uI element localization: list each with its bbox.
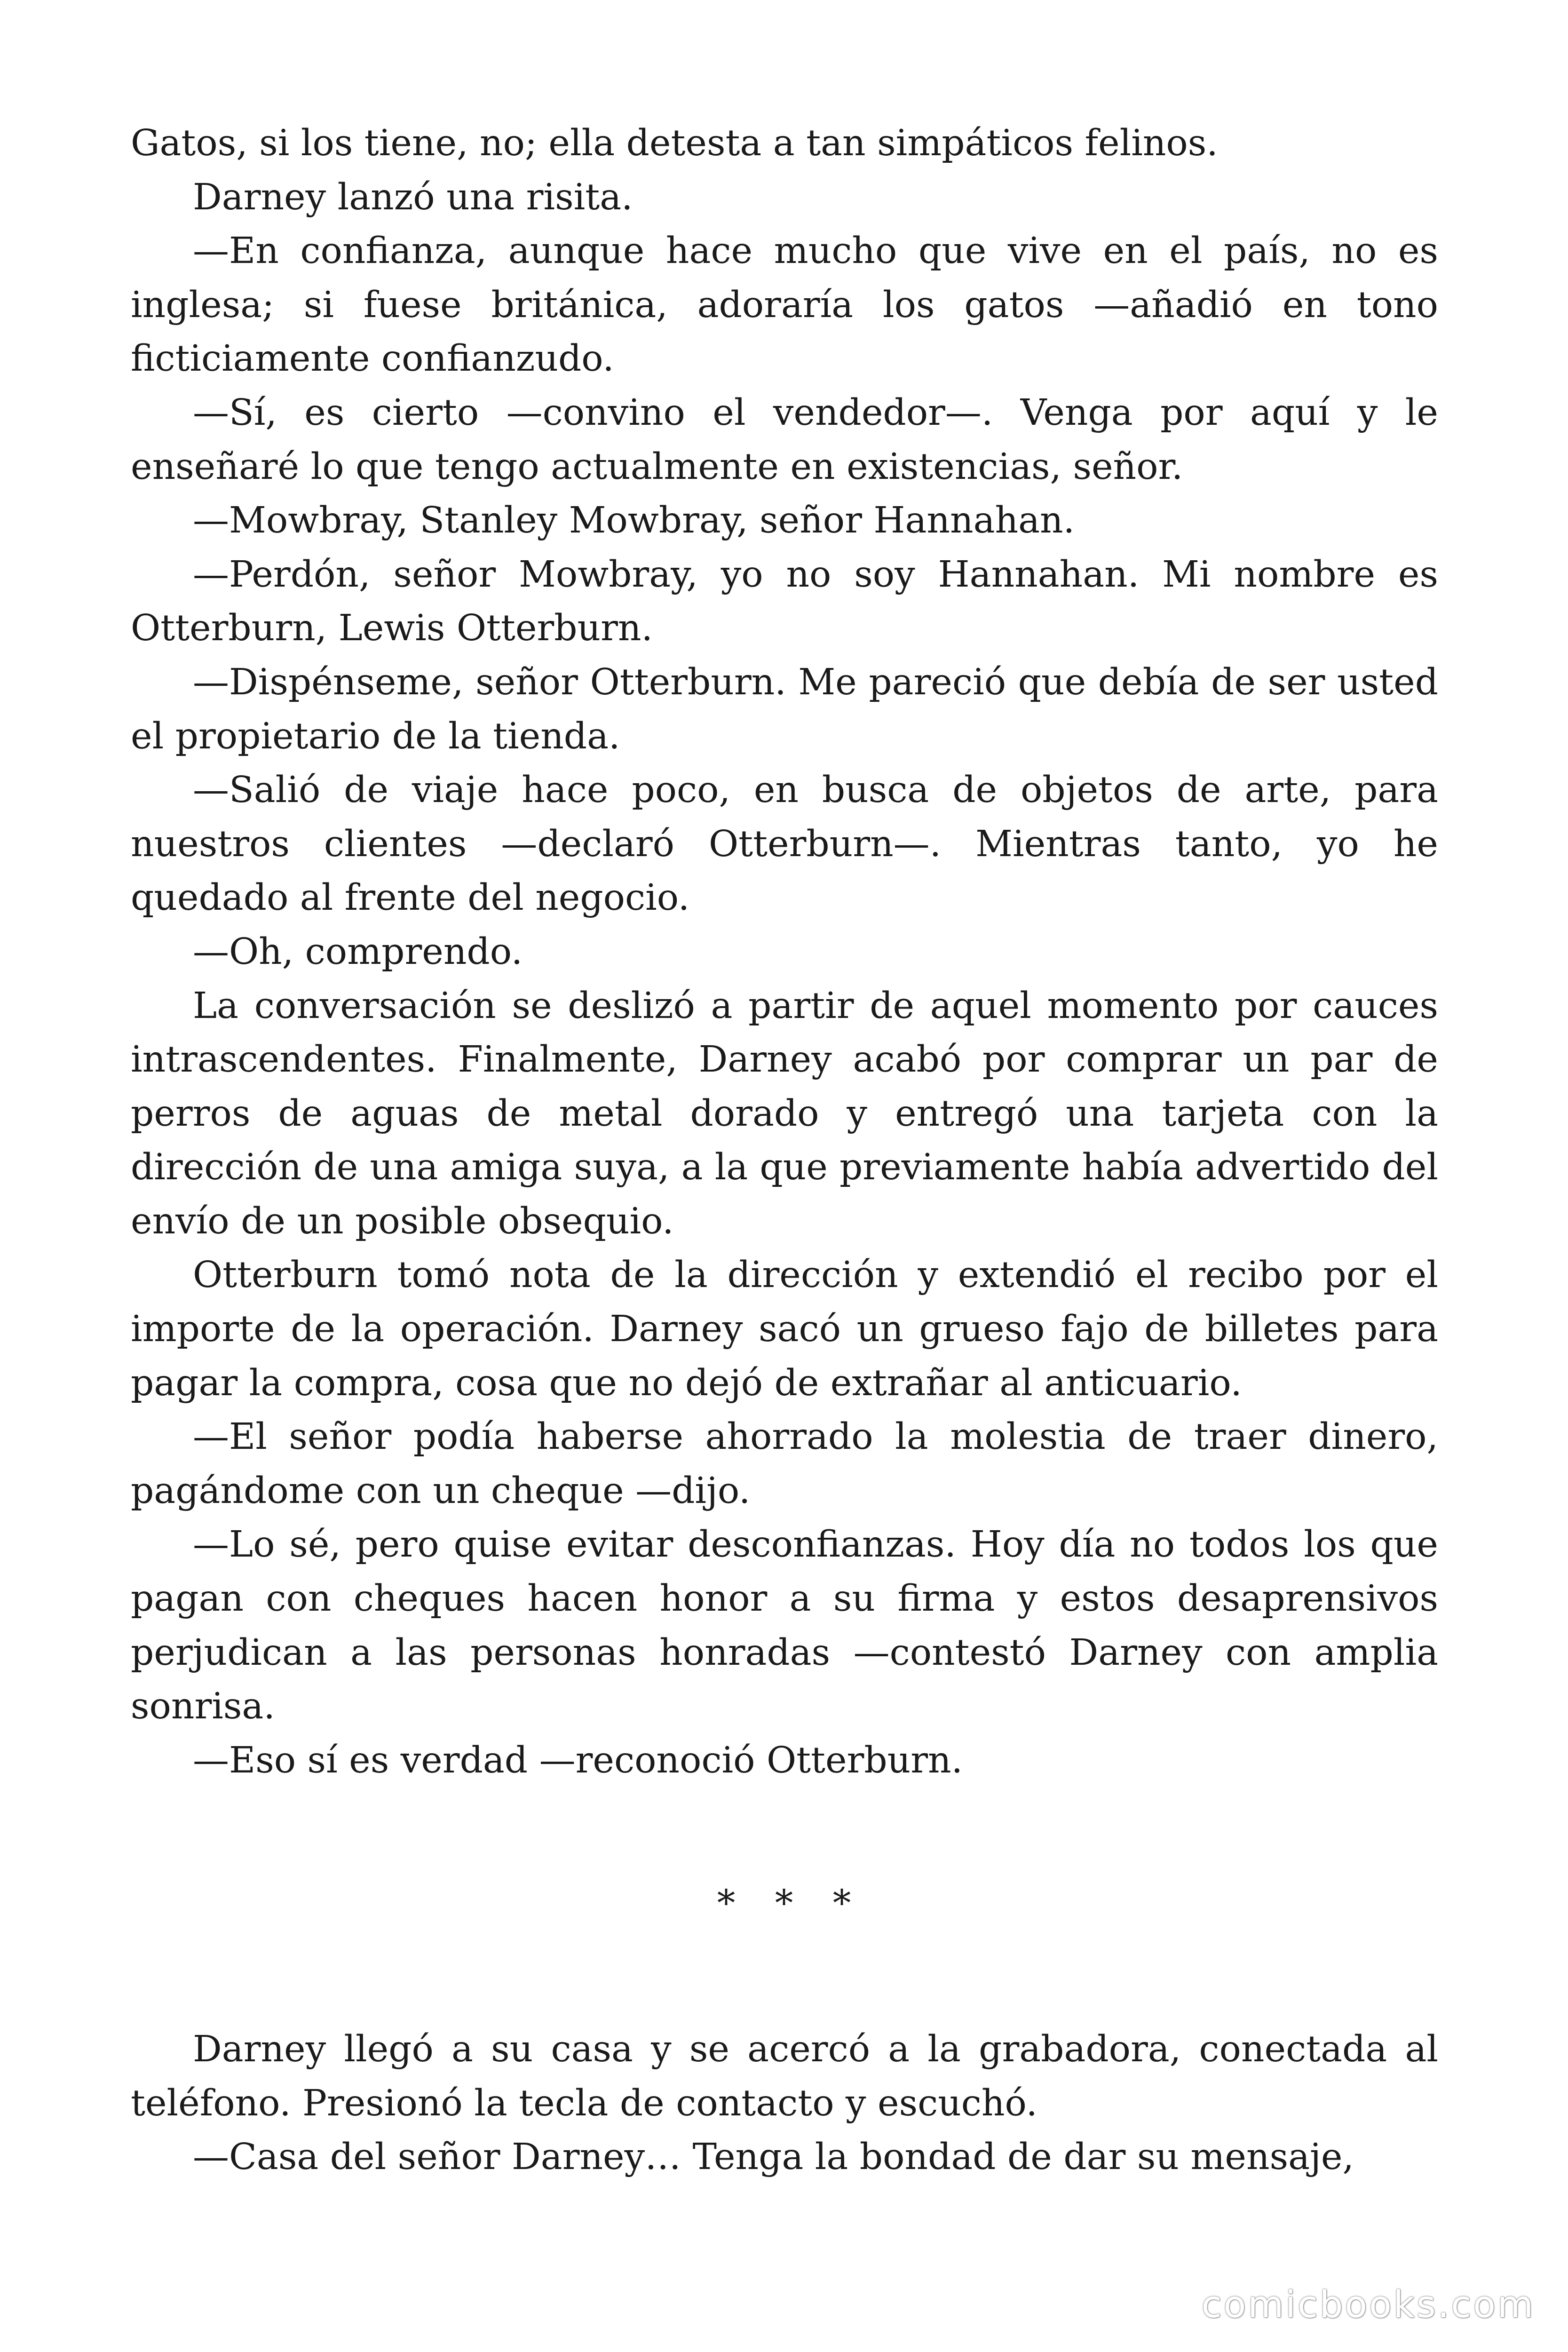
text-block-top xyxy=(131,117,1438,1788)
paragraph: —Perdón, señor Mowbray, yo no soy Hannahan. Mi nombre es Otterburn, Lewis Otterburn. xyxy=(131,553,1438,650)
section-separator: * * * xyxy=(717,1883,865,1924)
paragraph: —Eso sí es verdad —reconoció Otterburn. xyxy=(193,1739,963,1781)
paragraph: —En confianza, aunque hace mucho que vive en el país, no es inglesa; si fuese británica, adoraría los gatos —añadió en tono ficticiamente confianzudo. xyxy=(131,230,1438,380)
paragraph: Otterburn tomó nota de la dirección y extendió el recibo por el importe de la operación. Darney sacó un grueso fajo de billetes para pagar la compra, cosa que no dejó de extrañar al anticuario. xyxy=(131,1254,1438,1404)
paragraph: La conversación se deslizó a partir de aquel momento por cauces intrascendentes. Finalmente, Darney acabó por comprar un par de perros de aguas de metal dorado y entregó una tarjeta con la dirección de una amiga suya, a la que previamente había advertido del envío de un posible obsequio. xyxy=(131,985,1438,1242)
paragraph: —Sí, es cierto —convino el vendedor—. Venga por aquí y le enseñaré lo que tengo actualmente en existencias, señor. xyxy=(131,391,1438,488)
watermark: comicbooks.com xyxy=(1201,2284,1535,2326)
paragraph: —El señor podía haberse ahorrado la molestia de traer dinero, pagándome con un cheque —dijo. xyxy=(131,1416,1438,1512)
paragraph: Gatos, si los tiene, no; ella detesta a tan simpáticos felinos. xyxy=(131,122,1218,164)
paragraph: —Lo sé, pero quise evitar desconfianzas. Hoy día no todos los que pagan con cheques hacen honor a su firma y estos desaprensivos perjudican a las personas honradas —contestó Darney con amplia sonrisa. xyxy=(131,1524,1438,1728)
paragraph: Darney lanzó una risita. xyxy=(193,176,633,218)
paragraph: —Dispénseme, señor Otterburn. Me pareció que debía de ser usted el propietario de la tienda. xyxy=(131,661,1438,757)
paragraph: —Salió de viaje hace poco, en busca de objetos de arte, para nuestros clientes —declaró Otterburn—. Mientras tanto, yo he quedado al frente del negocio. xyxy=(131,769,1438,919)
paragraph: —Oh, comprendo. xyxy=(193,930,523,973)
paragraph: Darney llegó a su casa y se acercó a la grabadora, conectada al teléfono. Presionó la tecla de contacto y escuchó. xyxy=(131,2028,1438,2124)
text-block-bottom xyxy=(131,2023,1438,2185)
paragraph: —Casa del señor Darney… Tenga la bondad de dar su mensaje, xyxy=(193,2136,1354,2178)
paragraph: —Mowbray, Stanley Mowbray, señor Hannahan. xyxy=(193,500,1075,542)
